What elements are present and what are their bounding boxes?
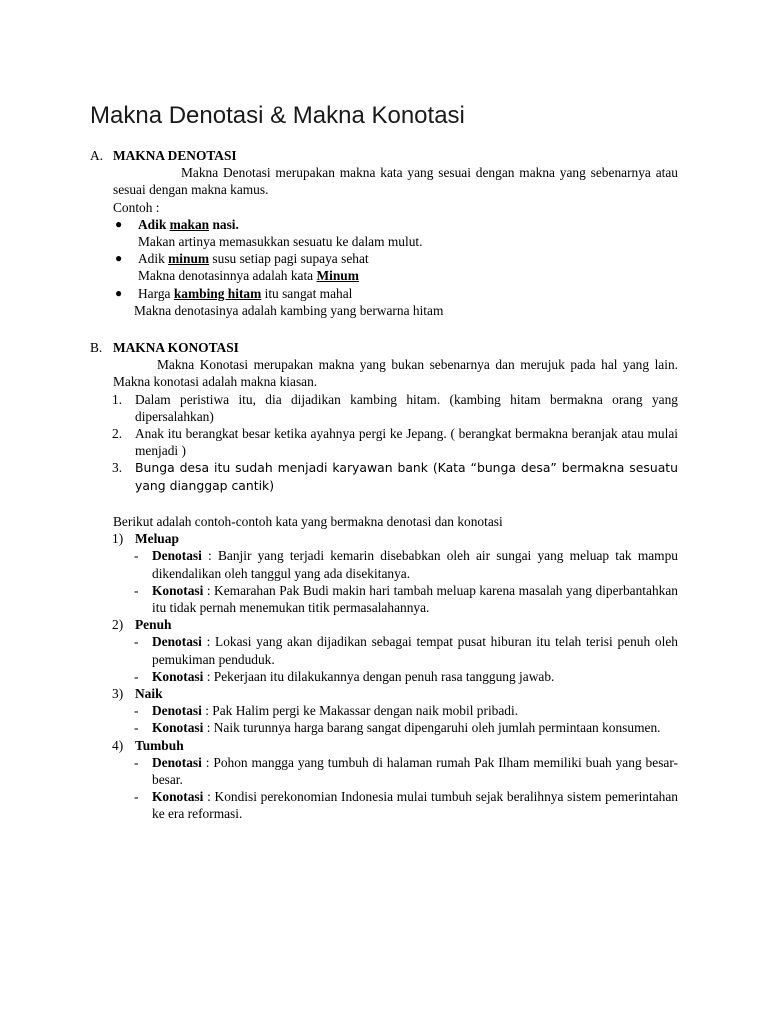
konotasi-example xyxy=(90,788,678,822)
list-text: Bunga desa itu sudah menjadi karyawan bank (Kata “bunga desa” bermakna sesuatu yang dianggap cantik) xyxy=(135,460,678,493)
word-marker: 3) xyxy=(112,686,124,702)
denotasi-label: Denotasi xyxy=(152,703,202,719)
section-denotasi xyxy=(90,147,678,319)
konotasi-label: Konotasi xyxy=(152,720,204,736)
bullet-icon: ● xyxy=(115,251,123,266)
bullet-text: Harga xyxy=(138,285,174,301)
denotasi-label: Denotasi xyxy=(152,754,202,770)
contoh-label: Contoh : xyxy=(113,199,160,215)
dash-marker: - xyxy=(134,754,139,770)
section-b-heading xyxy=(90,339,678,356)
section-a-heading xyxy=(90,147,678,164)
section-a-marker: A. xyxy=(90,148,104,163)
example-text: : Pekerjaan itu dilakukannya dengan penuh rasa tanggung jawab. xyxy=(203,668,555,684)
section-b-marker: B. xyxy=(90,340,103,355)
list-marker: 3. xyxy=(112,460,123,476)
dash-marker: - xyxy=(134,789,139,805)
dash-marker: - xyxy=(134,720,139,736)
bullet-text: Adik xyxy=(138,251,169,267)
bullet-text: itu sangat mahal xyxy=(261,285,353,301)
konotasi-label: Konotasi xyxy=(152,789,204,805)
word-title: Tumbuh xyxy=(135,737,184,753)
dash-marker: - xyxy=(134,634,139,650)
word-heading xyxy=(90,685,678,702)
section-b-definition: Makna Konotasi merupakan makna yang bukan sebenarnya dan merujuk pada hal yang lain. Makna konotasi adalah makna kiasan. xyxy=(113,357,678,390)
denotasi-example xyxy=(90,754,678,788)
konotasi-label: Konotasi xyxy=(152,668,204,684)
word-marker: 4) xyxy=(112,737,124,753)
example-text: : Kondisi perekonomian Indonesia mulai tumbuh sejak beralihnya sistem pemerintahan ke era reformasi. xyxy=(152,789,678,822)
bullet-icon: ● xyxy=(115,216,123,231)
section-a-definition: Makna Denotasi merupakan makna kata yang sesuai dengan makna yang sebenarnya atau sesuai dengan makna kamus. xyxy=(113,165,678,198)
konotasi-example xyxy=(90,668,678,685)
list-text: Anak itu berangkat besar ketika ayahnya pergi ke Jepang. ( berangkat bermakna beranjak atau mulai menjadi ) xyxy=(135,426,678,459)
konotasi-example xyxy=(90,719,678,736)
bullet-note: Makna denotasinya adalah kambing yang berwarna hitam xyxy=(134,302,444,318)
denotasi-example xyxy=(90,633,678,667)
bullet-item xyxy=(90,285,678,302)
denotasi-label: Denotasi xyxy=(152,548,202,564)
konotasi-example xyxy=(90,582,678,616)
denotasi-example xyxy=(90,547,678,581)
key-word: minum xyxy=(168,251,210,267)
bullet-text: susu setiap pagi supaya sehat xyxy=(209,251,369,267)
list-item xyxy=(90,459,678,493)
bullet-icon: ● xyxy=(115,285,123,300)
denotasi-label: Denotasi xyxy=(152,634,202,650)
word-heading xyxy=(90,737,678,754)
bullet-item xyxy=(90,250,678,267)
section-b-title: MAKNA KONOTASI xyxy=(113,340,239,355)
example-text: : Pohon mangga yang tumbuh di halaman rumah Pak Ilham memiliki buah yang besar-besar. xyxy=(152,754,678,788)
bullet-text: Adik xyxy=(138,216,170,232)
bullet-note: Makan artinya memasukkan sesuatu ke dalam mulut. xyxy=(138,234,423,250)
example-text: : Naik turunnya harga barang sangat dipengaruhi oleh jumlah permintaan konsumen. xyxy=(203,720,661,736)
list-item xyxy=(90,425,678,459)
word-title: Penuh xyxy=(135,617,172,633)
konotasi-label: Konotasi xyxy=(152,582,204,598)
example-text: : Banjir yang terjadi kemarin disebabkan oleh air sungai yang meluap tak mampu dikendalikan oleh tanggul yang ada disekitanya. xyxy=(152,548,678,581)
dash-marker: - xyxy=(134,548,139,564)
examples-intro: Berikut adalah contoh-contoh kata yang bermakna denotasi dan konotasi xyxy=(113,514,503,529)
bullet-text: nasi. xyxy=(209,216,239,232)
section-konotasi xyxy=(90,339,678,494)
key-word: kambing hitam xyxy=(173,285,262,301)
dash-marker: - xyxy=(134,582,139,598)
bullet-item xyxy=(90,216,678,233)
word-title: Naik xyxy=(135,686,163,702)
key-word: makan xyxy=(169,216,210,232)
page-title: Makna Denotasi & Makna Konotasi xyxy=(90,102,465,129)
examples-section xyxy=(90,513,678,823)
word-heading xyxy=(90,530,678,547)
key-word: Minum xyxy=(316,268,359,284)
bullet-note xyxy=(90,267,678,284)
example-text: : Kemarahan Pak Budi makin hari tambah meluap karena masalah yang diperbantahkan itu tidak pernah menemukan titik permasalahannya. xyxy=(152,582,678,616)
list-text: Dalam peristiwa itu, dia dijadikan kambing hitam. (kambing hitam bermakna orang yang dipersalahkan) xyxy=(135,391,678,424)
list-marker: 1. xyxy=(112,391,123,407)
denotasi-example xyxy=(90,702,678,719)
word-heading xyxy=(90,616,678,633)
section-a-title: MAKNA DENOTASI xyxy=(113,148,237,163)
dash-marker: - xyxy=(134,703,139,719)
word-title: Meluap xyxy=(135,531,179,547)
example-text: : Lokasi yang akan dijadikan sebagai tempat pusat hiburan itu telah terisi penuh oleh pemukiman penduduk. xyxy=(152,634,678,667)
word-marker: 1) xyxy=(112,531,124,547)
word-marker: 2) xyxy=(112,617,124,633)
list-marker: 2. xyxy=(112,426,123,442)
dash-marker: - xyxy=(134,668,139,684)
list-item xyxy=(90,391,678,425)
bullet-note-text: Makna denotasinnya adalah kata xyxy=(138,268,317,284)
example-text: : Pak Halim pergi ke Makassar dengan naik mobil pribadi. xyxy=(201,703,519,719)
